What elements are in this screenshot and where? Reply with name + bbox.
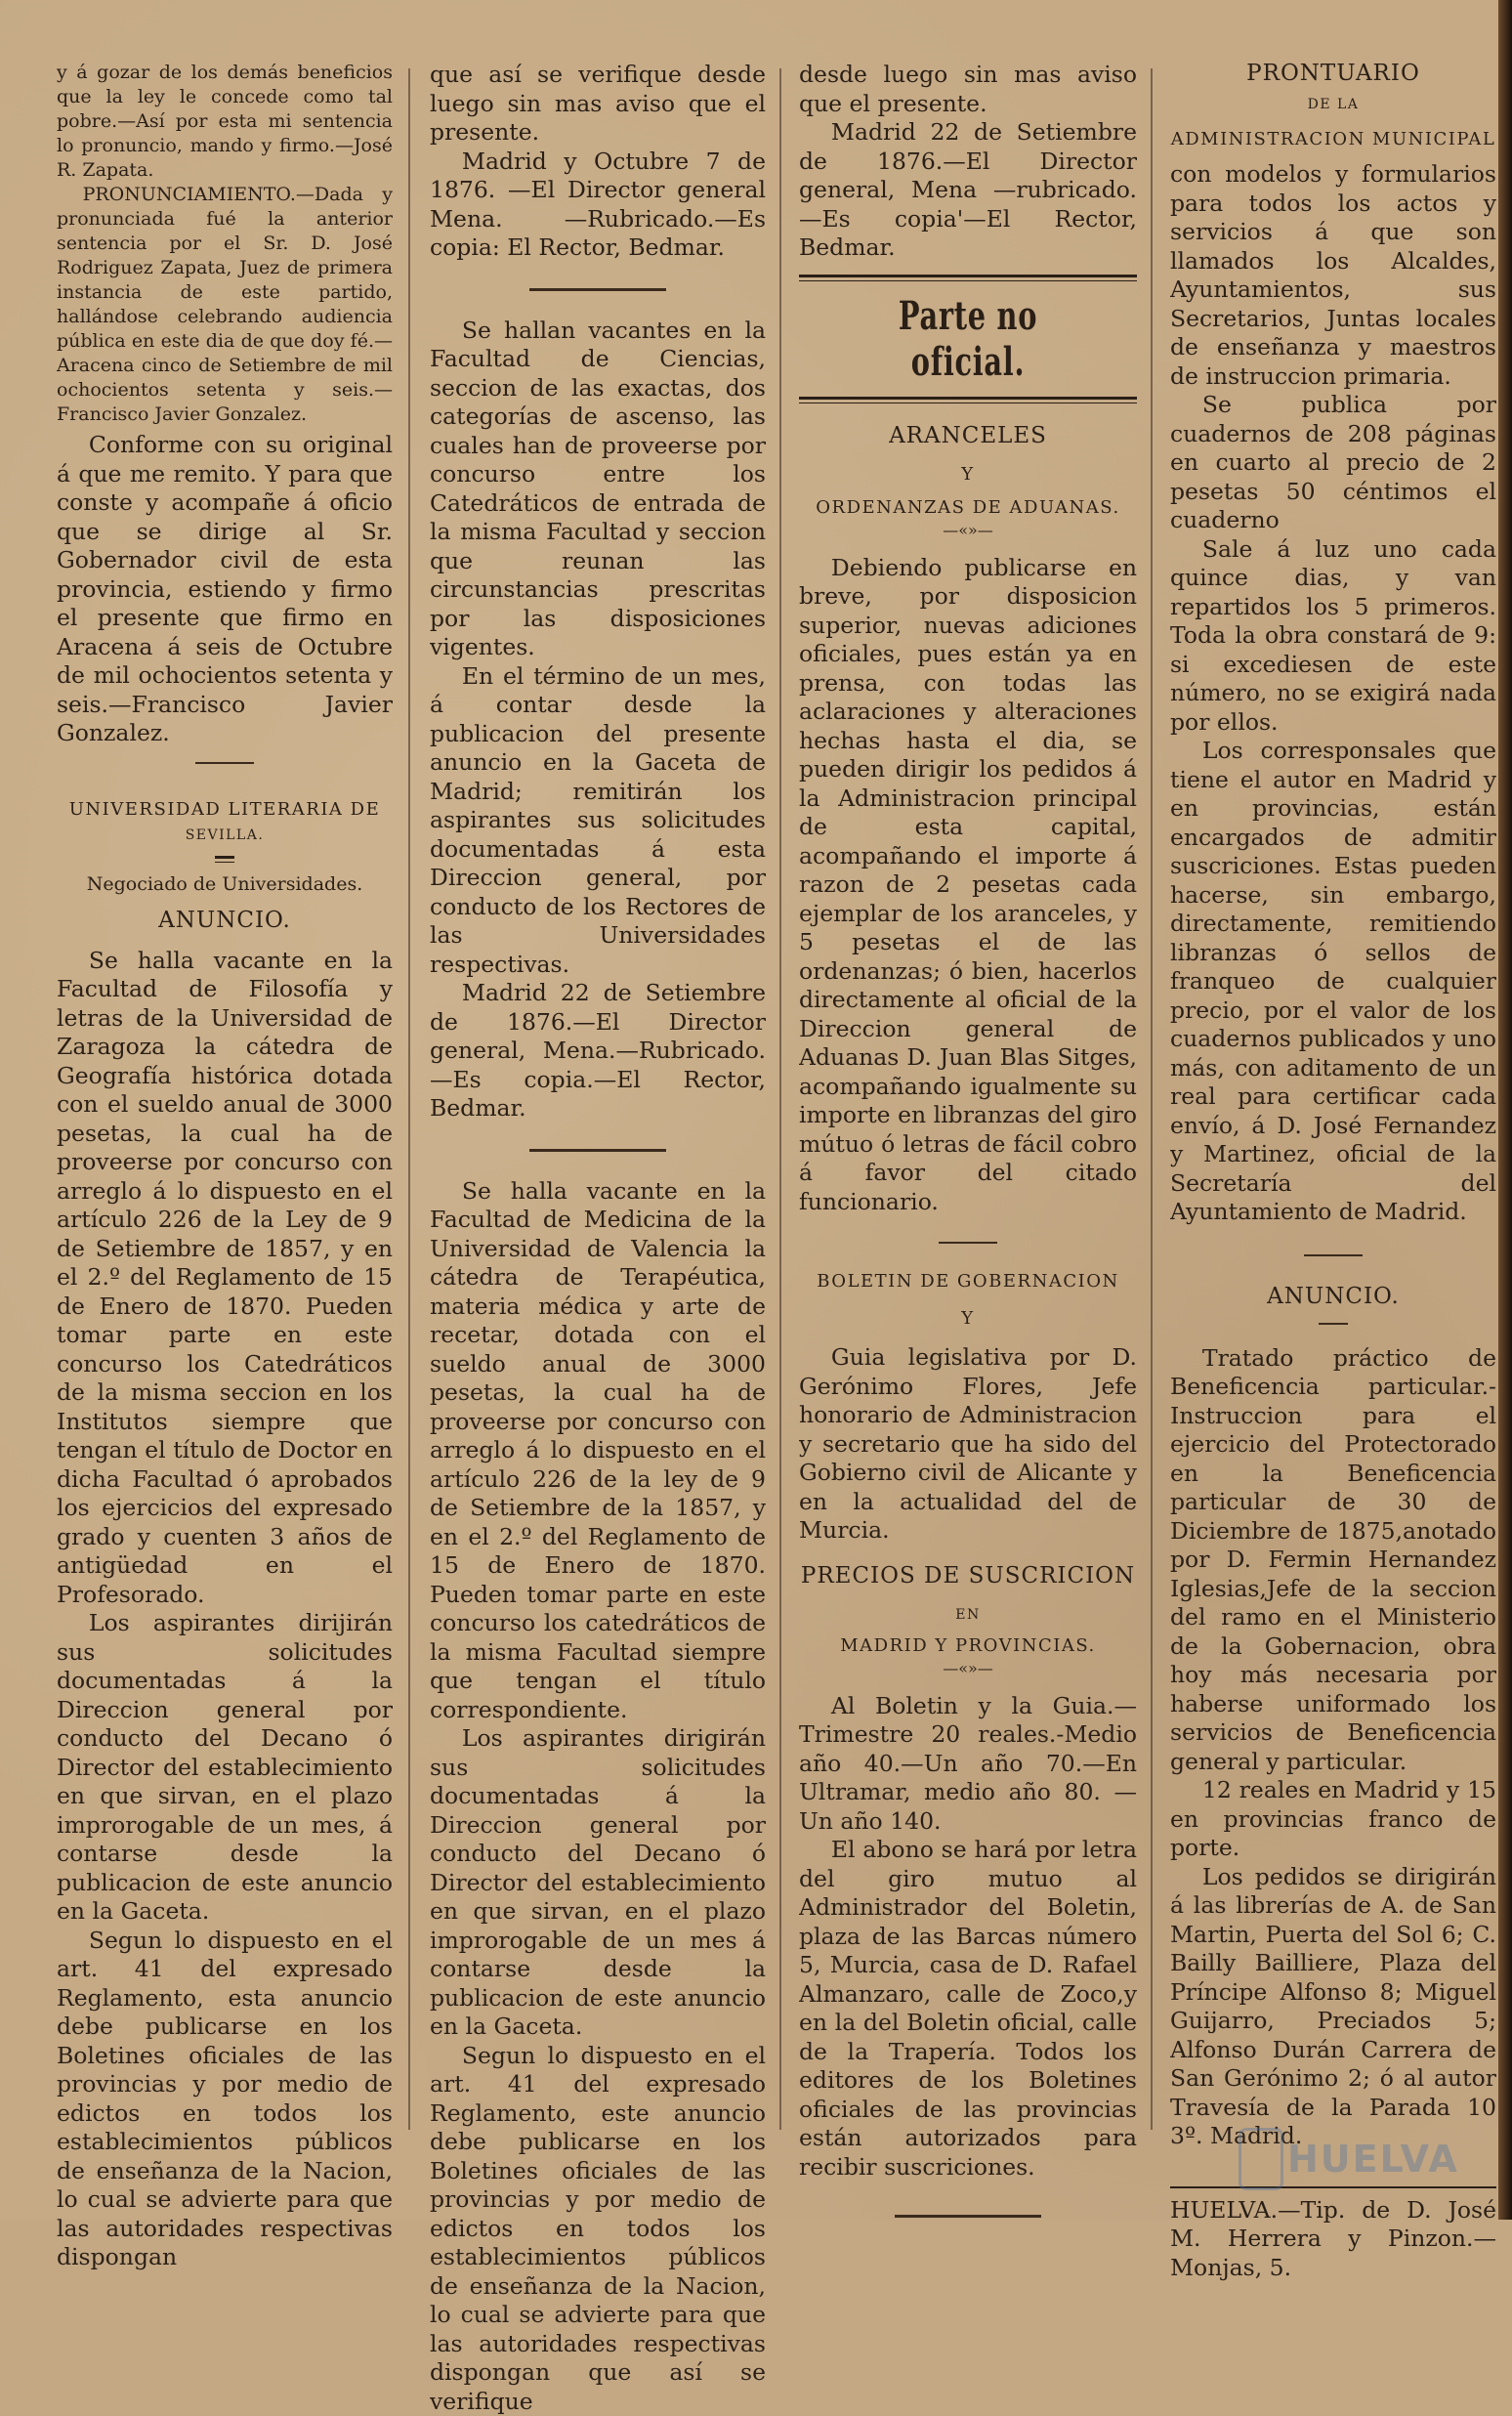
imprint-block xyxy=(1170,2186,1496,2283)
section-title: Parte no oficial. xyxy=(846,293,1089,385)
column-1 xyxy=(57,61,393,2272)
precios-en: EN xyxy=(799,1602,1137,1628)
ordenanzas-heading: ORDENANZAS DE ADUANAS. xyxy=(799,495,1137,521)
separator xyxy=(895,2215,1041,2218)
tratado-price: 12 reales en Madrid y 15 en provincias franco de porte. xyxy=(1170,1776,1496,1863)
negociado-label: Negociado de Universidades. xyxy=(57,870,393,898)
separator xyxy=(1319,1323,1348,1325)
ciencias-paragraph: Se hallan vacantes en la Facultad de Ciencias, seccion de las exactas, dos categorías de ascenso, las cuales han de proveerse por concurso entre los Catedráticos de entrada de la misma Facultad y seccion que reunan las circunstancias prescritas por las disposiciones vigentes. xyxy=(430,317,766,662)
ciencias-term-paragraph: En el término de un mes, á contar desde la publicacion del presente anuncio en la Gaceta de Madrid; remitirán los aspirantes sus solicitudes documentadas á esta Direccion general, por conducto de los Rectores de las Universidades respectivas. xyxy=(430,662,766,980)
guia-paragraph: Guia legislativa por D. Gerónimo Flores, Jefe honorario de Administracion y secretario que ha sido del Gobierno civil de Alicante y en la actualidad del de Murcia. xyxy=(799,1343,1137,1546)
ornament: —«»— xyxy=(799,1659,1137,1678)
pedidos-paragraph: Los pedidos se dirigirán á las librerías de A. de San Martin, Puerta del Sol 6; C. Bailly Bailliere, Plaza del Príncipe Alfonso 8; Miguel Guijarro, Preciados 5; Alfonso Durán Carrera de San Gerónimo 2; ó al autor Travesía de la Parada 10 3º. Madrid. xyxy=(1170,1863,1496,2151)
archive-watermark: HUELVA xyxy=(1287,2138,1459,2181)
column-rule xyxy=(1151,68,1153,2130)
separator xyxy=(195,762,254,764)
price-paragraph: Se publica por cuadernos de 208 páginas en cuarto al precio de 2 pesetas 50 céntimos el cuaderno xyxy=(1170,391,1496,535)
sentence-text: y á gozar de los demás beneficios que la ley le concede como tal pobre.—Así por esta mi sentencia lo pronuncio, mando y firmo.—José R. Zapata. xyxy=(57,61,393,183)
pronunciamiento-text: PRONUNCIAMIENTO.—Dada y pronunciada fué la anterior sentencia por el Sr. D. José Rodriguez Zapata, Juez de primera instancia de este partido, hallándose celebrando audiencia pública en este dia de que doy fé.—Aracena cinco de Setiembre de mil ochocientos setenta y seis.—Francisco Javier Gonzalez. xyxy=(57,183,393,427)
de-la-label: DE LA xyxy=(1170,92,1496,117)
separator xyxy=(529,288,666,291)
conjunction: Y xyxy=(799,462,1137,487)
anuncio-heading: ANUNCIO. xyxy=(57,908,393,933)
column-rule xyxy=(408,68,410,2130)
imprint-text: HUELVA.—Tip. de D. José M. Herrera y Pinzon.—Monjas, 5. xyxy=(1170,2196,1496,2283)
payment-paragraph: El abono se hará por letra del giro mutuo al Administrador del Boletin, plaza de las Barcas número 5, Murcia, casa de D. Rafael Almanzaro, calle de Zoco,y en la del Boletin oficial, calle de la Trapería. Todos los editores de los Boletines oficiales de las provincias están autorizados para recibir suscriciones. xyxy=(799,1836,1137,2182)
university-city: SEVILLA. xyxy=(57,823,393,848)
medicina-paragraph: Se halla vacante en la Facultad de Medicina de la Universidad de Valencia la cátedra de Terapéutica, materia médica y arte de recetar, dotada con el sueldo anual de 3000 pesetas, la cual ha de proveerse por concurso con arreglo á lo dispuesto en el artículo 226 de la ley de 9 de Setiembre de la 1857, y en el 2.º del Reglamento de 15 de Enero de 1870. Pueden tomar parte en este concurso los catedráticos de la misma Facultad siempre que tengan el título correspondiente. xyxy=(430,1177,766,1725)
ornament: —«»— xyxy=(799,521,1137,540)
medicina-publication: Segun lo dispuesto en el art. 41 del expresado Reglamento, este anuncio debe publicarse en los Boletines oficiales de las provincias y por medio de edictos en todos los establecimientos públicos de enseñanza de la Nacion, lo cual se advierte para que las autoridades respectivas dispongan que así se verifique xyxy=(430,2042,766,2416)
prices-paragraph: Al Boletin y la Guia.—Trimestre 20 reales.-Medio año 40.—Un año 70.—En Ultramar, medio año 80. —Un año 140. xyxy=(799,1692,1137,1837)
prontuario-heading: PRONTUARIO xyxy=(1170,61,1496,86)
separator xyxy=(939,1242,997,1244)
prontuario-paragraph: con modelos y formularios para todos los actos y servicios á que son llamados los Alcaldes, Ayuntamientos, sus Secretarios, Juntas locales de enseñanza y maestros de instruccion primaria. xyxy=(1170,160,1496,391)
archive-seal-icon xyxy=(1239,2128,1283,2190)
anuncio-heading: ANUNCIO. xyxy=(1170,1284,1496,1309)
university-heading: UNIVERSIDAD LITERARIA DE xyxy=(57,797,393,823)
column-2 xyxy=(430,61,766,2416)
vacancy-paragraph: Se halla vacante en la Facultad de Filosofía y letras de la Universidad de Zaragoza la cátedra de Geografía histórica dotada con el sueldo anual de 3000 pesetas, la cual ha de proveerse por concurso con arreglo á lo dispuesto en el artículo 226 de la Ley de 9 de Setiembre de 1857, y en el 2.º del Reglamento de 15 de Enero de 1870. Pueden tomar parte en este concurso los Catedráticos de la misma seccion en los Institutos siempre que tengan el título de Doctor en dicha Facultad ó aprobados los ejercicios del expresado grado y cuenten 3 años de antigüedad en el Profesorado. xyxy=(57,947,393,1610)
aranceles-paragraph: Debiendo publicarse en breve, por disposicion superior, nuevas adiciones oficiales, pues están ya en prensa, con todas las aclaraciones y alteraciones hechas hasta el dia, se pueden dirigir los pedidos á la Administracion principal de esta capital, acompañando el importe á razon de 2 pesetas cada ejemplar de los aranceles, y 5 pesetas el de las ordenanzas; ó bien, hacerlos directamente al oficial de la Direccion general de Aduanas D. Juan Blas Sitges, acompañando igualmente su importe en libranzas del giro mútuo ó letras de fácil cobro á favor del citado funcionario. xyxy=(799,554,1137,1217)
separator xyxy=(799,397,1137,403)
separator xyxy=(1304,1254,1363,1256)
column-3 xyxy=(799,61,1137,2251)
medicina-aspirants: Los aspirantes dirigirán sus solicitudes documentadas á la Direccion general por conducto del Decano ó Director del establecimiento en que sirvan, en el plazo improrogable de un mes á contarse desde la publicacion de este anuncio en la Gaceta. xyxy=(430,1724,766,2042)
signature-text: Madrid y Octubre 7 de 1876. —El Director general Mena. —Rubricado.—Es copia: El Rector, Bedmar. xyxy=(430,148,766,263)
correspondents-paragraph: Los corresponsales que tiene el autor en Madrid y en provincias, están encargados de admitir suscriciones. Estas pueden hacerse, sin embargo, directamente, remitiendo libranzas ó sellos de franqueo de cualquier precio, por el valor de los cuadernos publicados y uno más, con aditamento de un real para certificar cada envío, á D. José Fernandez y Martinez, oficial de la Secretaría del Ayuntamiento de Madrid. xyxy=(1170,737,1496,1227)
ciencias-signature: Madrid 22 de Setiembre de 1876.—El Director general, Mena.—Rubricado.—Es copia.—El Rector, Bedmar. xyxy=(430,979,766,1123)
publication-paragraph: Segun lo dispuesto en el art. 41 del expresado Reglamento, esta anuncio debe publicarse en los Boletines oficiales de las provincias y por medio de edictos en todos los establecimientos públicos de enseñanza de la Nacion, lo cual se advierte para que las autoridades respectivas dispongan xyxy=(57,1927,393,2272)
separator xyxy=(799,275,1137,281)
precios-heading: PRECIOS DE SUSCRICION xyxy=(799,1563,1137,1589)
madrid-provincias: MADRID Y PROVINCIAS. xyxy=(799,1633,1137,1659)
administracion-heading: ADMINISTRACION MUNICIPAL xyxy=(1170,127,1496,152)
page-edge-shadow xyxy=(1498,0,1512,2220)
aranceles-heading: ARANCELES xyxy=(799,423,1137,448)
conjunction: Y xyxy=(799,1306,1137,1332)
column-4 xyxy=(1170,61,1496,2282)
column-rule xyxy=(779,68,781,2130)
conforme-text: Conforme con su original á que me remito. Y para que conste y acompañe á oficio que se dirige al Sr. Gobernador civil de esta provincia, estiendo y firmo el presente que firmo en Aracena á seis de Octubre de mil ochocientos setenta y seis.—Francisco Javier Gonzalez. xyxy=(57,431,393,748)
continuation-text: que así se verifique desde luego sin mas aviso que el presente. xyxy=(430,61,766,148)
aspirants-paragraph: Los aspirantes dirijirán sus solicitudes documentadas á la Direccion general por conducto del Decano ó Director del establecimiento en que sirvan, en el plazo improrogable de un mes, á contarse desde la publicacion de este anuncio en la Gaceta. xyxy=(57,1609,393,1927)
boletin-heading: BOLETIN DE GOBERNACION xyxy=(799,1269,1137,1294)
signature-text: Madrid 22 de Setiembre de 1876.—El Director general, Mena —rubricado.—Es copia'—El Rector, Bedmar. xyxy=(799,118,1137,263)
schedule-paragraph: Sale á luz uno cada quince dias, y van repartidos los 5 primeros. Toda la obra constará de 9: si excediesen de este número, no se exigirá nada por ellos. xyxy=(1170,535,1496,738)
separator xyxy=(215,856,234,863)
tratado-paragraph: Tratado práctico de Beneficencia particular.-Instruccion para el ejercicio del Protectorado en la Beneficencia particular de 30 de Diciembre de 1875,anotado por D. Fermin Hernandez Iglesias,Jefe de la seccion del ramo en el Ministerio de la Gobernacion, obra hoy más necesaria por haberse uniformado los servicios de Beneficencia general y particular. xyxy=(1170,1344,1496,1777)
continuation-text: desde luego sin mas aviso que el presente. xyxy=(799,61,1137,118)
separator xyxy=(529,1149,666,1152)
